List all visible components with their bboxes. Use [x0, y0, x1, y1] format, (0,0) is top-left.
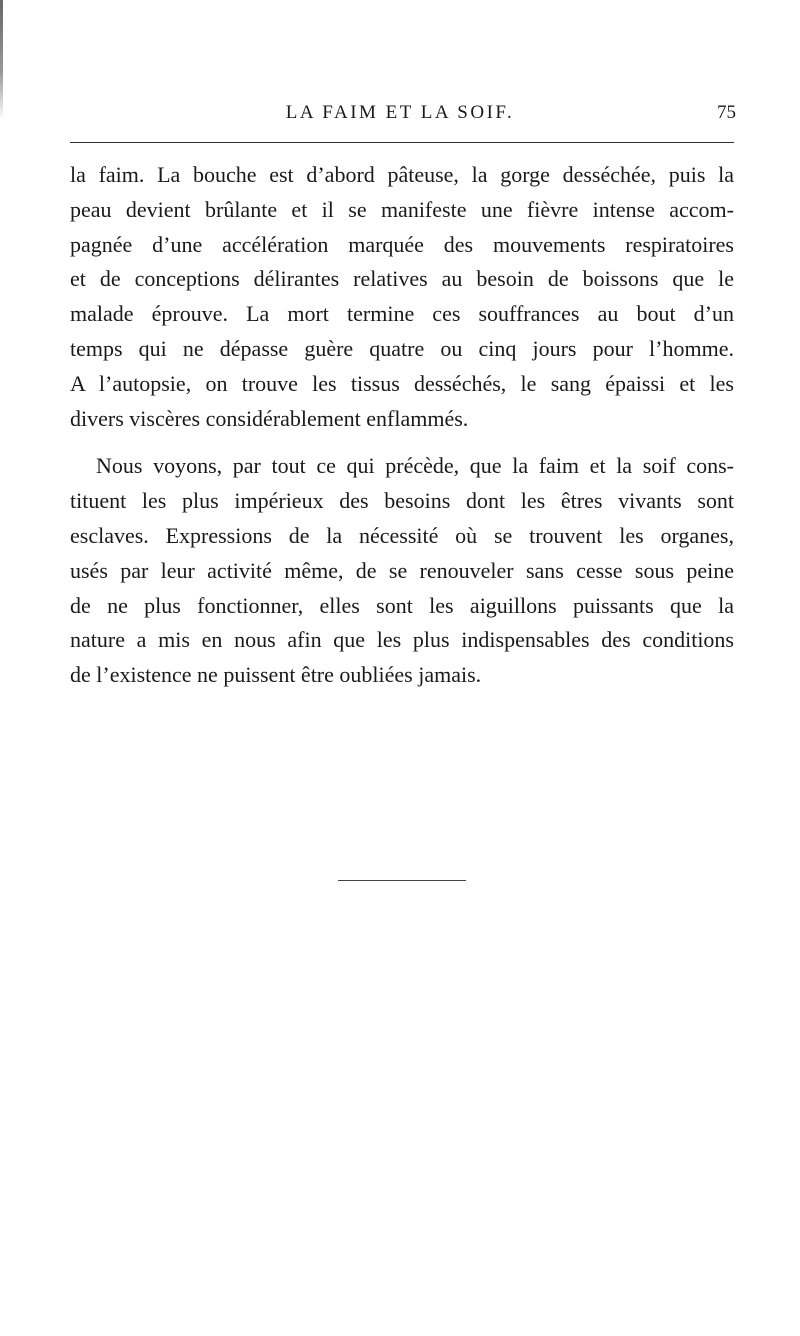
header-rule	[70, 142, 734, 143]
text-line: la faim. La bouche est d’abord pâteuse, la gorge desséchée, puis la	[70, 162, 734, 187]
paragraph-gap	[70, 436, 734, 449]
body-text	[70, 158, 734, 693]
text-line: malade éprouve. La mort termine ces souffrances au bout d’un	[70, 301, 734, 327]
page-number: 75	[717, 102, 736, 123]
text-line: pagnée d’une accélération marquée des mouvements respiratoires	[70, 231, 734, 257]
text-line: temps qui ne dépasse guère quatre ou cinq jours pour l’homme.	[70, 335, 734, 361]
text-line: de l’existence ne puissent être oubliées jamais.	[70, 662, 482, 688]
text-line: divers viscères considérablement enflammés.	[70, 405, 469, 431]
paragraph-2	[70, 449, 734, 693]
running-title: LA FAIM ET LA SOIF.	[285, 102, 515, 123]
text-line: usés par leur activité même, de se renouveler sans cesse sous peine	[70, 557, 734, 583]
text-line: peau devient brûlante et il se manifeste une fièvre intense accom-	[70, 196, 734, 222]
text-line: esclaves. Expressions de la nécessité où se trouvent les organes,	[70, 522, 734, 548]
text-line: de ne plus fonctionner, elles sont les aiguillons puissants que la	[70, 592, 734, 618]
text-line: tituent les plus impérieux des besoins dont les êtres vivants sont	[70, 488, 734, 514]
text-line: et de conceptions délirantes relatives au besoin de boissons que le	[70, 266, 734, 292]
text-line: A l’autopsie, on trouve les tissus desséchés, le sang épaissi et les	[70, 370, 734, 396]
paragraph-1	[70, 158, 734, 436]
text-line: Nous voyons, par tout ce qui précède, que la faim et la soif cons-	[96, 453, 734, 479]
section-end-rule	[338, 880, 466, 881]
running-head	[0, 98, 800, 128]
text-line: nature a mis en nous afin que les plus indispensables des conditions	[70, 627, 734, 653]
